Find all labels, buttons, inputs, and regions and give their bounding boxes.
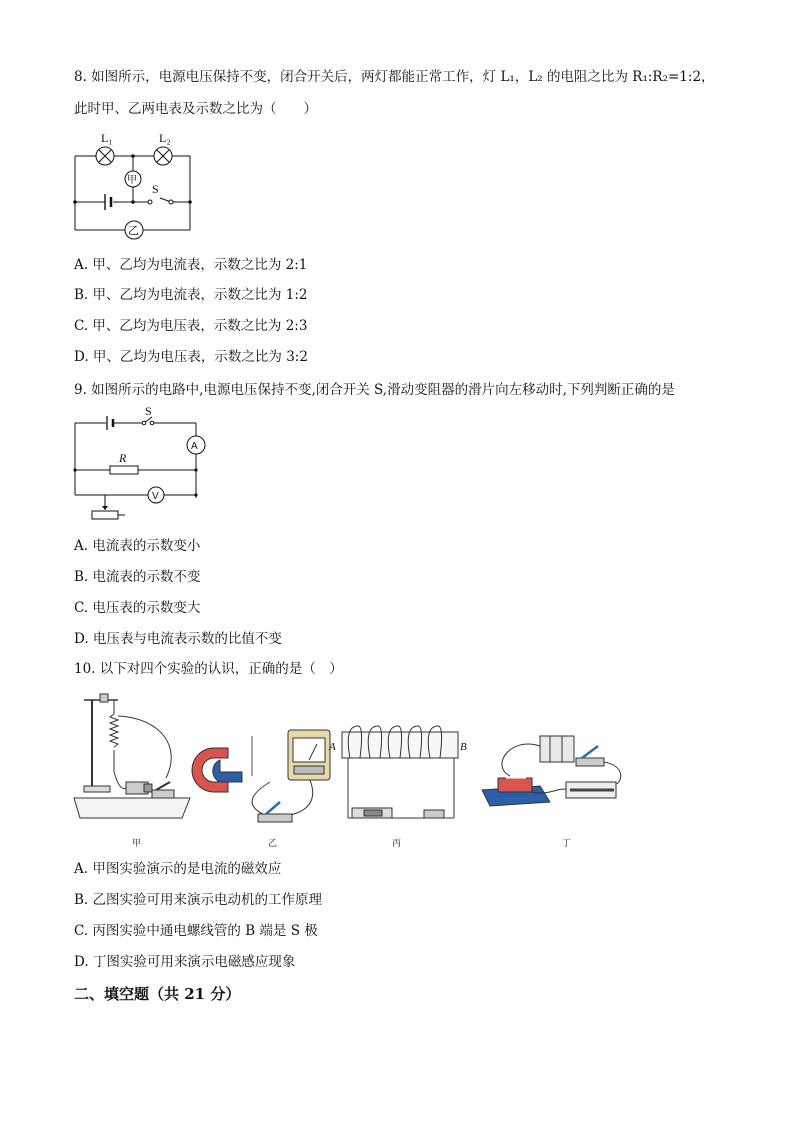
- q10-option-a[interactable]: A. 甲图实验演示的是电流的磁效应: [74, 861, 282, 877]
- q8-stem-line2: 此时甲、乙两电表及示数之比为（ ）: [74, 101, 317, 117]
- label-yi: 乙: [128, 225, 139, 237]
- resistor-r-icon: [110, 466, 138, 474]
- label-s: S: [152, 182, 159, 196]
- label-l2: L₂: [159, 131, 171, 145]
- label-jia: 甲: [127, 175, 137, 186]
- battery-icon: [105, 194, 111, 210]
- q8-option-d[interactable]: D. 甲、乙均为电压表，示数之比为 3:2: [74, 349, 308, 365]
- q9-option-a[interactable]: A. 电流表的示数变小: [74, 538, 201, 554]
- q8-circuit-diagram: [70, 126, 200, 242]
- caption-ding: 丁: [562, 839, 572, 849]
- lamp-l1-icon: [96, 147, 114, 165]
- label-v: V: [152, 491, 159, 502]
- q10-option-d[interactable]: D. 丁图实验可用来演示电磁感应现象: [74, 954, 296, 970]
- q8-option-c[interactable]: C. 甲、乙均为电压表，示数之比为 2:3: [74, 318, 308, 334]
- caption-jia: 甲: [132, 839, 142, 849]
- q9-stem: 9. 如图所示的电路中,电源电压保持不变,闭合开关 S,滑动变阻器的滑片向左移动时,下列判断正确的是: [74, 382, 675, 398]
- q8-option-a[interactable]: A. 甲、乙均为电流表，示数之比为 2:1: [74, 257, 308, 273]
- q9-option-d[interactable]: D. 电压表与电流表示数的比值不变: [74, 631, 282, 647]
- caption-yi: 乙: [268, 839, 278, 849]
- rheostat-icon: [92, 511, 118, 519]
- experiment-ding-illustration: [482, 736, 621, 806]
- q8-option-b[interactable]: B. 甲、乙均为电流表，示数之比为 1:2: [74, 287, 308, 303]
- q10-stem: 10. 以下对四个实验的认识，正确的是（ ）: [74, 661, 343, 677]
- label-s: S: [145, 404, 152, 418]
- label-r: R: [119, 451, 127, 465]
- caption-bing: 丙: [392, 839, 402, 849]
- experiment-jia-illustration: [74, 694, 190, 818]
- experiment-bing-illustration: [342, 726, 458, 818]
- switch-s-icon: [142, 421, 154, 425]
- q10-experiments-figure: [70, 686, 650, 856]
- battery-icon: [107, 416, 113, 430]
- label-b-end: B: [460, 741, 467, 753]
- label-a: A: [191, 441, 198, 452]
- q9-option-b[interactable]: B. 电流表的示数不变: [74, 569, 201, 585]
- switch-s-icon: [148, 200, 173, 204]
- lamp-l2-icon: [154, 147, 172, 165]
- q9-option-c[interactable]: C. 电压表的示数变大: [74, 600, 201, 616]
- q10-option-b[interactable]: B. 乙图实验可用来演示电动机的工作原理: [74, 892, 323, 908]
- experiment-yi-illustration: [192, 730, 330, 822]
- label-a-end: A: [329, 741, 336, 753]
- q9-circuit-diagram: [70, 404, 210, 524]
- section-title: 二、填空题（共 21 分）: [74, 985, 241, 1003]
- q8-stem-line1: 8. 如图所示，电源电压保持不变，闭合开关后，两灯都能正常工作，灯 L₁，L₂ 的电阻之比为 R₁:R₂=1:2，: [74, 69, 715, 85]
- label-l1: L₁: [101, 131, 113, 145]
- q10-option-c[interactable]: C. 丙图实验中通电螺线管的 B 端是 S 极: [74, 923, 318, 939]
